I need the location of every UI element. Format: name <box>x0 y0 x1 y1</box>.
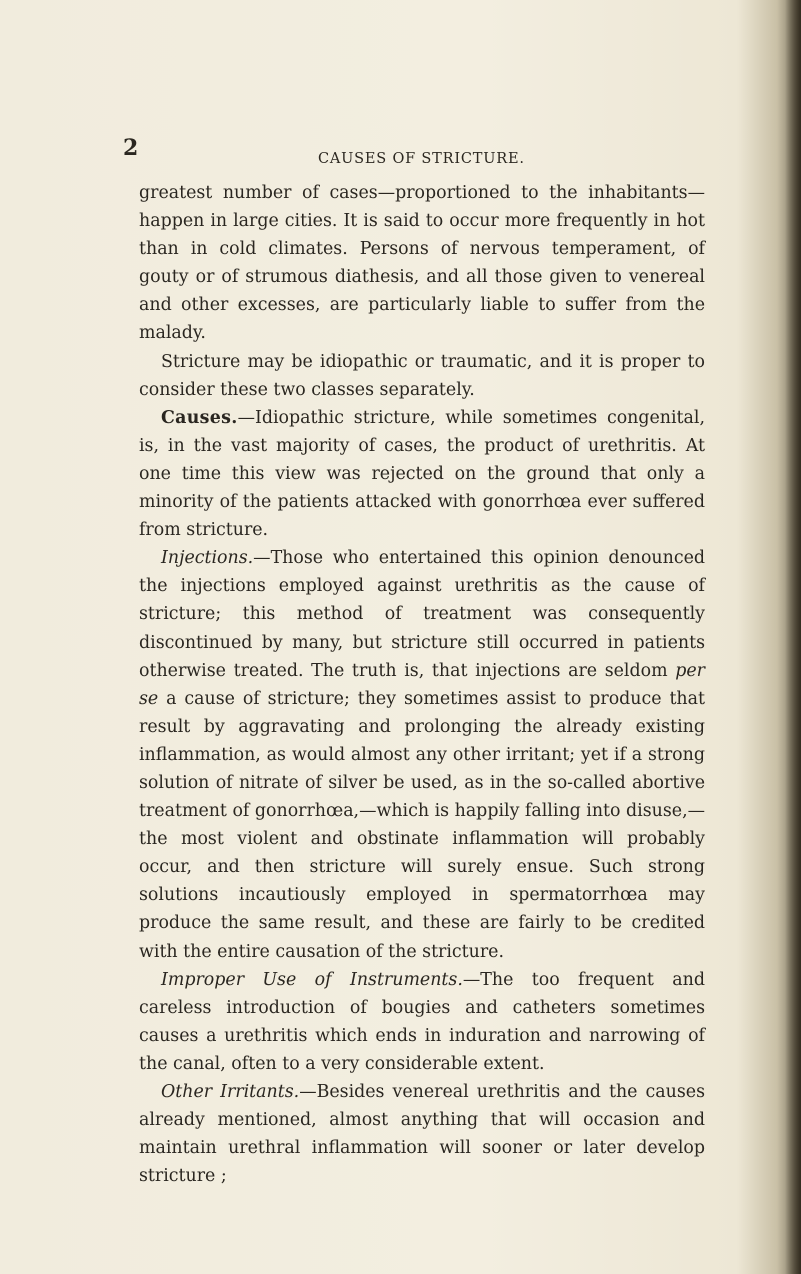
causes-text: —Idiopathic stricture, while sometimes congenital, is, in the vast majority of cases, the product of urethritis. At one time this view was rejected on the ground that only a minority of the patients attacked with gonorrhœa ever suffered from stricture. <box>139 407 705 541</box>
injections-heading: Injections. <box>161 548 254 569</box>
page-number: 2 <box>123 135 139 161</box>
irritants-text: —Besides venereal urethritis and the causes already mentioned, almost anything that will occasion and maintain urethral inflammation will sooner or later develop stricture ; <box>139 1082 705 1187</box>
irritants-heading: Other Irritants. <box>161 1082 300 1102</box>
injections-italic: per se <box>139 660 705 709</box>
running-title: CAUSES OF STRICTURE. <box>318 151 525 167</box>
paragraph-classes: Stricture may be idiopathic or traumatic, and it is proper to consider these two classes separately. <box>139 351 705 400</box>
paragraph-instruments <box>139 966 705 1078</box>
body-text <box>139 179 705 1190</box>
causes-heading: Causes. <box>161 407 238 428</box>
paragraph-injections <box>139 544 705 965</box>
paragraph-intro: greatest number of cases—proportioned to the inhabitants—happen in large cities. It is said to occur more frequently in hot than in cold climates. Persons of nervous temperament, of gouty or of strumous diathesis, and all those given to venereal and other excesses, are particularly liable to suffer from the malady. <box>139 183 705 344</box>
injections-text-a: —Those who entertained this opinion denounced the injections employed against urethritis as the cause of stricture; this method of treatment was consequently discontinued by many, but stricture still occurred in patients otherwise treated. The truth is, that injections are seldom <box>139 548 705 681</box>
instruments-heading: Improper Use of Instruments. <box>161 969 463 990</box>
page-edge-shadow <box>785 0 801 1274</box>
paragraph-causes <box>139 404 705 544</box>
paragraph-irritants <box>139 1078 705 1190</box>
injections-text-b: a cause of stricture; they sometimes assist to produce that result by aggravating and prolonging the already existing inflammation, as would almost any other irritant; yet if a strong solution of nitrate of silver be used, as in the so-called abortive treatment of gonorrhœa,—which is happily falling into disuse,—the most violent and obstinate inflammation will probably occur, and then stricture will surely ensue. Such strong solutions incautiously employed in spermatorrhœa may produce the same result, and these are fairly to be credited with the entire causation of the stricture. <box>139 688 705 962</box>
instruments-text: —The too frequent and careless introduction of bougies and catheters sometimes causes a urethritis which ends in induration and narrowing of the canal, often to a very considerable extent. <box>139 969 705 1074</box>
